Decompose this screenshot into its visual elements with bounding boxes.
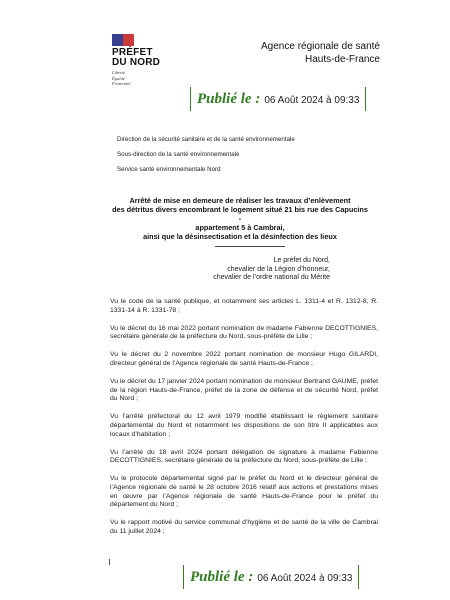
publication-stamp-top [190,87,366,111]
service-line: Direction de la sécurité sanitaire et de la santé environnementale [117,136,295,143]
visa-paragraph: Vu le décret du 17 janvier 2024 portant nomination de monsieur Bertrand GAUME, préfet de la région Hauts-de-France, préfet de la zone de défense et de sécurité Nord, préfet du Nord ; [110,378,378,403]
publication-date: 06 Août 2024 à 09:33 [264,95,360,106]
title-divider [215,246,285,247]
visa-paragraph: Vu l’arrêté du 18 avril 2024 portant délégation de signature à madame Fabienne DECOTTIGNIES, secrétaire générale de la préfecture du Nord, sous-préfète de Lille ; [110,448,378,465]
publication-stamp-bottom [183,565,359,589]
visa-paragraph: Vu le décret du 16 mai 2022 portant nomination de madame Fabienne DECOTTIGNIES, secrétaire générale de la préfecture du Nord, sous-préfète de Lille ; [110,324,378,341]
logo-line1: PRÉFET [112,47,153,58]
visa-paragraph: Vu le protocole départemental signé par le préfet du Nord et le directeur général de l’Agence régionale de santé le 28 octobre 2016 relatif aux actions et prestations mises en œuvre par l’Agence régionale de santé Hauts-de-France pour le préfet du département du Nord ; [110,475,378,509]
service-line: Service santé environnementale Nord [117,166,221,173]
prefet-block: Le préfet du Nord, chevalier de la Légion d’honneur, chevalier de l’ordre national du Mérite [213,257,330,281]
publication-date: 06 Août 2024 à 09:33 [257,573,353,584]
prefet-du-nord-logo [112,34,172,87]
publication-label: Publié le : [197,91,261,107]
logo-line2: DU NORD [112,57,161,68]
visa-paragraph: Vu le décret du 2 novembre 2022 portant nomination de monsieur Hugo GILARDI, directeur général de l’Agence régionale de santé Hauts-de-France ; [110,351,378,367]
services-block [117,136,317,181]
publication-label: Publié le : [190,569,254,585]
decree-title: Arrêté de mise en demeure de réaliser les travaux d’enlèvement des détritus divers encombrant le logement situé 21 bis rue des Capucins - appartement 5 à Cambrai, ainsi que la désinsectisation et la désinfection des lieux [112,196,368,241]
agency-name: Agence régionale de santé Hauts-de-France [261,41,380,65]
visas-list [110,298,378,546]
logo-motto: Liberté Égalité Fraternité [112,70,131,86]
visa-paragraph: Vu le rapport motivé du service communal d’hygiène et de santé de la ville de Cambrai du 11 juillet 2024 ; [110,519,378,535]
marianne-logo-icon [112,34,134,46]
visa-paragraph: Vu le code de la santé publique, et notamment ses articles L. 1311-4 et R. 1312-8, R. 1331-14 à R. 1331-78 ; [110,298,378,314]
margin-mark [109,559,110,565]
visa-paragraph: Vu l’arrêté préfectoral du 12 avril 1979 modifié établissant le règlement sanitaire départemental du Nord et notamment les dispositions de son titre II applicables aux locaux d’habitation ; [110,413,378,438]
service-line: Sous-direction de la santé environnementale [117,151,240,158]
